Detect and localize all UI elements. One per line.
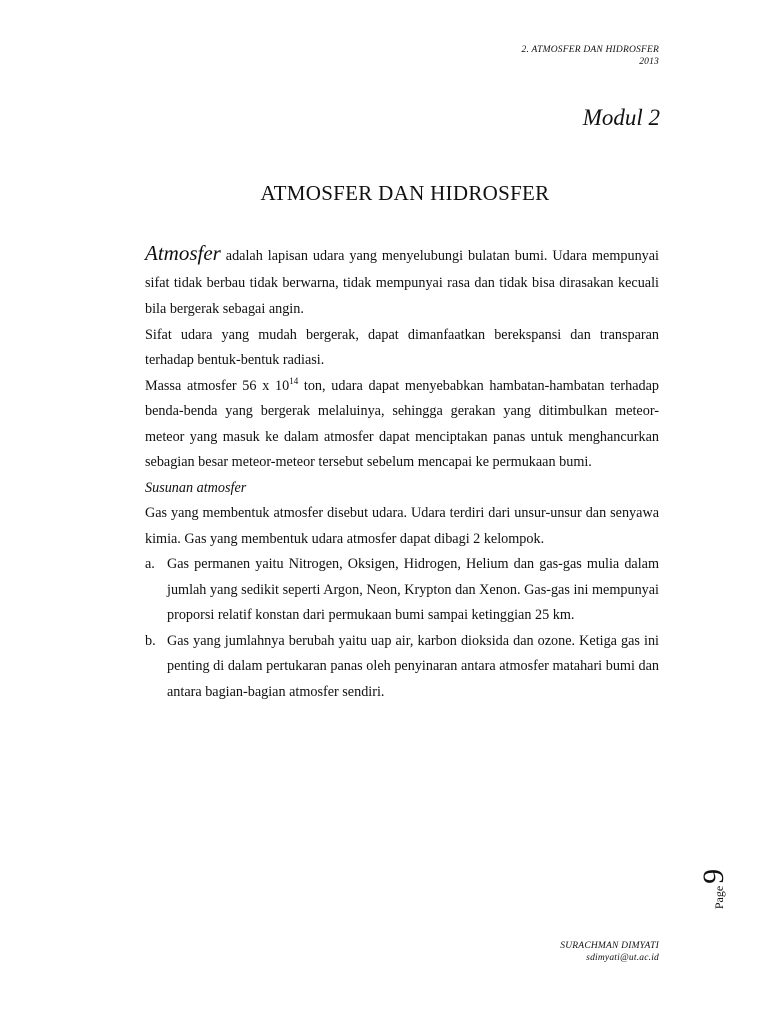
paragraph-mass — [145, 374, 659, 476]
paragraph-composition: Gas yang membentuk atmosfer disebut udara. Udara terdiri dari unsur-unsur dan senyawa kimia. Gas yang membentuk udara atmosfer dapat dibagi 2 kelompok. — [145, 505, 659, 547]
gas-group-list — [145, 552, 659, 705]
paragraph-intro — [145, 240, 659, 323]
lead-word: Atmosfer — [145, 241, 221, 265]
list-item — [145, 629, 659, 706]
section-heading: Susunan atmosfer — [145, 479, 247, 496]
module-label: Modul 2 — [582, 105, 660, 130]
list-item — [145, 552, 659, 629]
page-number-value: 9 — [697, 868, 731, 884]
list-marker: b. — [145, 632, 156, 649]
header-year: 2013 — [639, 57, 659, 67]
footer-author: SURACHMAN DIMYATI — [560, 941, 659, 951]
footer-email: sdimyati@ut.ac.id — [586, 953, 659, 963]
paragraph-mass-rest: ton, udara dapat menyebabkan hambatan-hambatan terhadap benda-benda yang bergerak melaluinya, sehingga gerakan yang ditimbulkan meteor-meteor yang masuk ke dalam atmosfer dapat menciptakan panas untuk menghancurkan sebagian besar meteor-meteor tersebut sebelum mencapai ke permukaan bumi. — [145, 377, 659, 470]
list-item-text: Gas permanen yaitu Nitrogen, Oksigen, Hidrogen, Helium dan gas-gas mulia dalam jumlah yang sedikit seperti Argon, Neon, Krypton dan Xenon. Gas-gas ini mempunyai proporsi relatif konstan dari permukaan bumi sampai ketinggian 25 km. — [167, 556, 659, 623]
page-label: Page — [712, 885, 727, 910]
paragraph-intro-text: adalah lapisan udara yang menyelubungi bulatan bumi. Udara mempunyai sifat tidak berbau tidak berwarna, tidak mempunyai rasa dan tidak bisa dirasakan kecuali bila bergerak sebagai angin. — [145, 248, 659, 317]
paragraph-mass-start: Massa atmosfer 56 x 10 — [145, 377, 290, 394]
paragraph-properties: Sifat udara yang mudah bergerak, dapat dimanfaatkan berekspansi dan transparan terhadap bentuk-bentuk radiasi. — [145, 326, 659, 368]
document-title: ATMOSFER DAN HIDROSFER — [260, 181, 550, 205]
body-text — [145, 240, 659, 705]
running-header — [522, 44, 659, 68]
header-chapter: 2. ATMOSFER DAN HIDROSFER — [521, 45, 659, 55]
list-item-text: Gas yang jumlahnya berubah yaitu uap air, karbon dioksida dan ozone. Ketiga gas ini penting di dalam pertukaran panas oleh penyinaran antara atmosfer matahari bumi dan antara bagian-bagian atmosfer sendiri. — [167, 632, 659, 700]
list-marker: a. — [145, 556, 155, 572]
exponent: 14 — [289, 375, 299, 386]
page-number — [697, 856, 742, 912]
running-footer — [560, 940, 659, 964]
